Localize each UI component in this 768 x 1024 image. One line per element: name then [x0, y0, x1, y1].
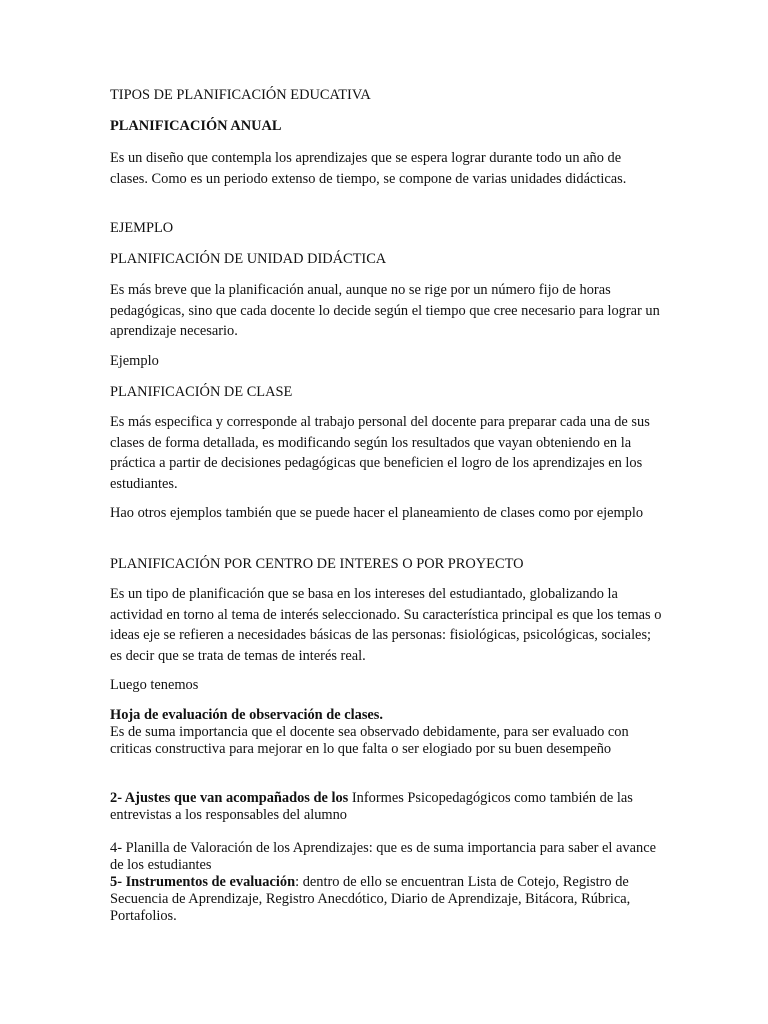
list-item-2: [110, 790, 662, 824]
paragraph-luego: Luego tenemos: [110, 677, 199, 693]
heading-hoja-evaluacion: Hoja de evaluación de observación de clases.: [110, 707, 384, 723]
heading-planificacion-anual: [110, 116, 662, 137]
label-ejemplo-2: Ejemplo: [110, 353, 159, 369]
heading-centro-interes: PLANIFICACIÓN POR CENTRO DE INTERES O POR PROYECTO: [110, 556, 524, 572]
paragraph-otros-ejemplos: Hao otros ejemplos también que se puede hacer el planeamiento de clases como por ejemplo: [110, 505, 644, 521]
section-hoja-evaluacion: [110, 707, 662, 758]
paragraph-anual: Es un diseño que contempla los aprendizajes que se espera lograr durante todo un año de clases. Como es un periodo extenso de tiempo, se compone de varias unidades didácticas.: [110, 150, 627, 187]
list-item-5-text: : dentro de ello se encuentran Lista de Cotejo, Registro de Secuencia de Aprendizaje, Registro Anecdótico, Diario de Aprendizaje, Bitácora, Rúbrica, Portafolios.: [110, 874, 631, 924]
list-item-2-text: Informes Psicopedagógicos como también de las entrevistas a los responsables del alumno: [110, 790, 633, 823]
list-item-5-label: 5- Instrumentos de evaluación: [110, 874, 296, 890]
label-ejemplo: EJEMPLO: [110, 220, 174, 236]
heading-unidad-didactica: PLANIFICACIÓN DE UNIDAD DIDÁCTICA: [110, 251, 387, 267]
paragraph-unidad: Es más breve que la planificación anual, aunque no se rige por un número fijo de horas pedagógicas, sino que cada docente lo decide según el tiempo que cree necesario para lograr un aprendizaje necesario.: [110, 282, 660, 339]
paragraph-centro-interes: Es un tipo de planificación que se basa en los intereses del estudiantado, globalizando la actividad en torno al tema de interés seleccionado. Su característica principal es que los temas o ideas eje se refieren a necesidades básicas de las personas: fisiológicas, psicológicas, sociales; es decir que se trata de temas de interés real.: [110, 586, 662, 664]
list-item-4: 4- Planilla de Valoración de los Aprendizajes: que es de suma importancia para saber el avance de los estudiantes: [110, 840, 656, 873]
paragraph-hoja-evaluacion: Es de suma importancia que el docente sea observado debidamente, para ser evaluado con criticas constructiva para mejorar en lo que falta o ser elogiado por su buen desempeño: [110, 724, 629, 757]
heading-planificacion-clase: PLANIFICACIÓN DE CLASE: [110, 384, 293, 400]
heading-planificacion-anual-text: PLANIFICACIÓN ANUAL: [110, 118, 282, 134]
paragraph-clase: Es más especifica y corresponde al trabajo personal del docente para preparar cada una de sus clases de forma detallada, es modificando según los resultados que vayan obteniendo en la práctica a partir de decisiones pedagógicas que beneficien el logro de los aprendizajes en los estudiantes.: [110, 414, 650, 492]
list-item-2-label: 2- Ajustes que van acompañados de los: [110, 790, 349, 806]
list-item-5: [110, 874, 662, 925]
document-title: TIPOS DE PLANIFICACIÓN EDUCATIVA: [110, 87, 371, 103]
